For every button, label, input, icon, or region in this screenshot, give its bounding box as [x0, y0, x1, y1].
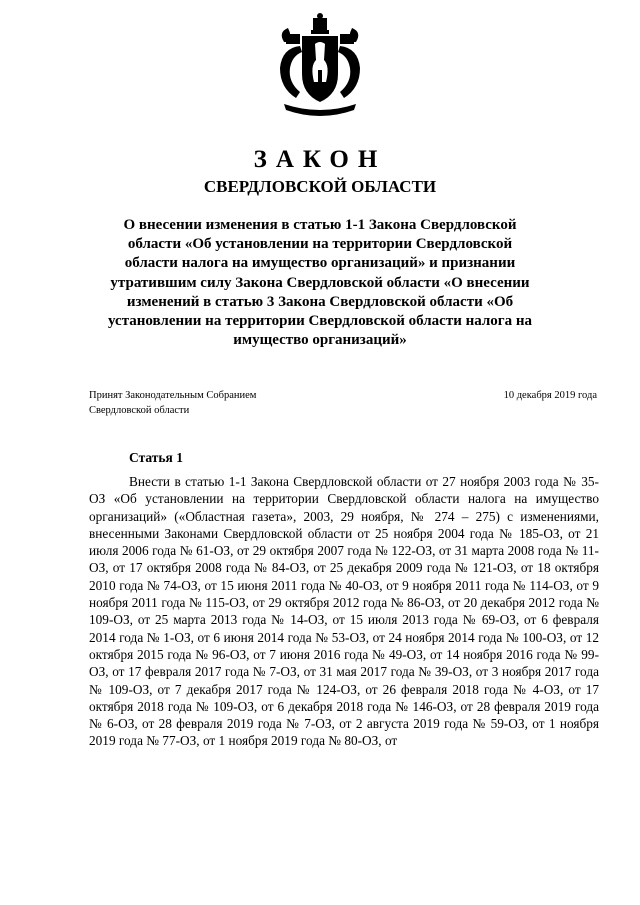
- adoption-info: [89, 388, 256, 418]
- region-name: СВЕРДЛОВСКОЙ ОБЛАСТИ: [203, 177, 437, 196]
- law-subject-title: О внесении изменения в статью 1-1 Закона Свердловской области «Об установлении на территории Свердловской области налога на имущество организаций» и признании утратившим силу Закона Свердловской области «О внесении изменений в статью 3 Закона Свердловской области «Об установлении на территории Свердловской области налога на имущество организаций»: [108, 217, 532, 349]
- document-type: ЗАКОН: [253, 146, 387, 173]
- article-body-text: Внести в статью 1-1 Закона Свердловской области от 27 ноября 2003 года № 35-ОЗ «Об установлении на территории Свердловской области налога на имущество организаций» («Областная газета», 2003, 29 ноября, № 274 – 275) с изменениями, внесенными Законами Свердловской области от 25 ноября 2004 года № 185-ОЗ, от 21 июля 2006 года № 61-ОЗ, от 29 октября 2007 года № 122-ОЗ, от 31 марта 2008 года № 11-ОЗ, от 17 октября 2008 года № 84-ОЗ, от 25 декабря 2009 года № 121-ОЗ, от 18 октября 2010 года № 74-ОЗ, от 15 июня 2011 года № 40-ОЗ, от 9 ноября 2011 года № 114-ОЗ, от 9 ноября 2011 года № 115-ОЗ, от 29 октября 2012 года № 86-ОЗ, от 20 декабря 2012 года № 109-ОЗ, от 25 марта 2013 года № 14-ОЗ, от 15 июля 2013 года № 69-ОЗ, от 6 февраля 2014 года № 1-ОЗ, от 6 июня 2014 года № 53-ОЗ, от 24 ноября 2014 года № 100-ОЗ, от 12 октября 2015 года № 96-ОЗ, от 7 июня 2016 года № 49-ОЗ, от 14 ноября 2016 года № 99-ОЗ, от 17 февраля 2017 года № 7-ОЗ, от 31 мая 2017 года № 39-ОЗ, от 3 ноября 2017 года № 109-ОЗ, от 7 декабря 2017 года № 124-ОЗ, от 26 февраля 2018 года № 4-ОЗ, от 17 октября 2018 года № 109-ОЗ, от 6 декабря 2018 года № 146-ОЗ, от 28 февраля 2019 года № 6-ОЗ, от 28 февраля 2019 года № 7-ОЗ, от 2 августа 2019 года № 59-ОЗ, от 1 ноября 2019 года № 77-ОЗ, от 1 ноября 2019 года № 80-ОЗ, от: [89, 474, 599, 749]
- adoption-date: 10 декабря 2019 года: [503, 390, 597, 401]
- adoption-line-1: Принят Законодательным Собранием: [89, 390, 257, 401]
- article-heading: Статья 1: [129, 450, 183, 465]
- adoption-line-2: Свердловской области: [89, 405, 190, 416]
- coat-of-arms-emblem: [270, 12, 370, 122]
